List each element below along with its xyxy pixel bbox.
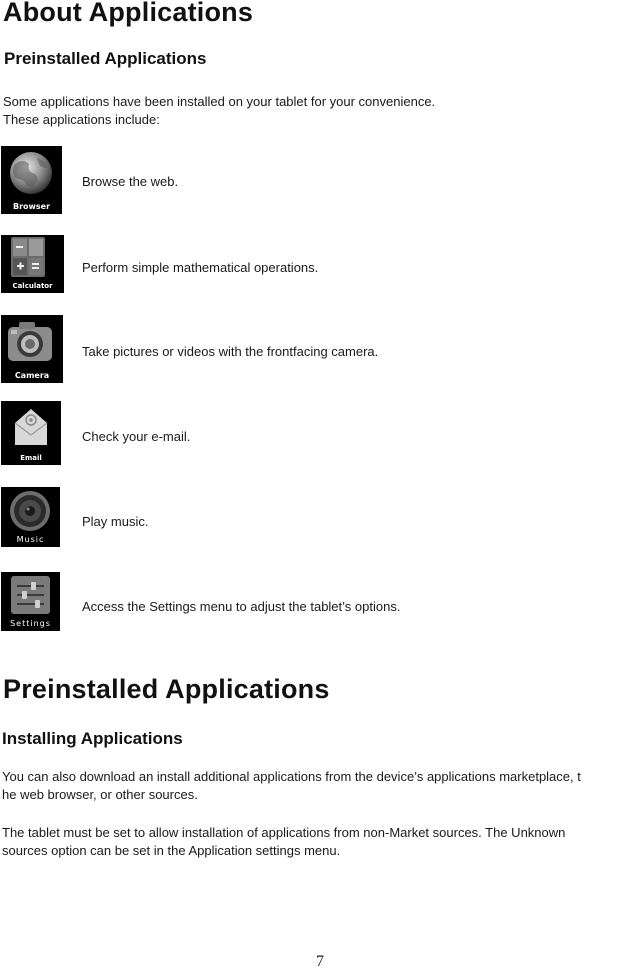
app-description: Access the Settings menu to adjust the tablet’s options. xyxy=(82,599,401,614)
app-row-browser xyxy=(1,146,621,216)
settings-icon xyxy=(1,572,60,631)
intro-text xyxy=(3,93,435,129)
paragraph-line: The tablet must be set to allow installation of applications from non-Market sources. The Unknown xyxy=(2,825,566,840)
installing-paragraph-1 xyxy=(2,768,581,804)
email-icon xyxy=(1,401,61,465)
app-icon-label: Calculator xyxy=(12,282,53,290)
camera-icon xyxy=(1,315,63,383)
paragraph-line: he web browser, or other sources. xyxy=(2,787,198,802)
app-row-music xyxy=(1,487,621,557)
paragraph-line: sources option can be set in the Application settings menu. xyxy=(2,843,341,858)
app-description: Take pictures or videos with the frontfacing camera. xyxy=(82,344,379,359)
app-row-calculator xyxy=(1,235,621,305)
intro-line: These applications include: xyxy=(3,112,160,127)
page-title: About Applications xyxy=(3,0,254,27)
app-icon-label: Camera xyxy=(14,371,50,380)
section-heading-preinstalled: Preinstalled Applications xyxy=(4,49,207,68)
browser-icon xyxy=(1,146,62,214)
paragraph-line: You can also download an install additional applications from the device’s applications marketplace, t xyxy=(2,769,581,784)
app-description: Perform simple mathematical operations. xyxy=(82,260,319,275)
music-icon xyxy=(1,487,60,547)
app-icon-label: Email xyxy=(20,454,42,462)
app-description: Check your e-mail. xyxy=(82,429,191,444)
calculator-icon xyxy=(1,235,64,293)
app-icon-label: Settings xyxy=(10,619,51,628)
page-number: 7 xyxy=(316,953,324,970)
intro-line: Some applications have been installed on your tablet for your convenience. xyxy=(3,94,436,109)
app-row-email xyxy=(1,401,621,471)
app-icon-label: Browser xyxy=(12,202,51,211)
app-row-settings xyxy=(1,572,621,642)
app-row-camera xyxy=(1,315,621,385)
app-icon-label: Music xyxy=(16,535,45,544)
section-title-preinstalled: Preinstalled Applications xyxy=(3,674,330,704)
app-description: Browse the web. xyxy=(82,174,179,189)
installing-paragraph-2 xyxy=(2,824,565,860)
section-heading-installing: Installing Applications xyxy=(2,729,183,748)
app-description: Play music. xyxy=(82,514,149,529)
